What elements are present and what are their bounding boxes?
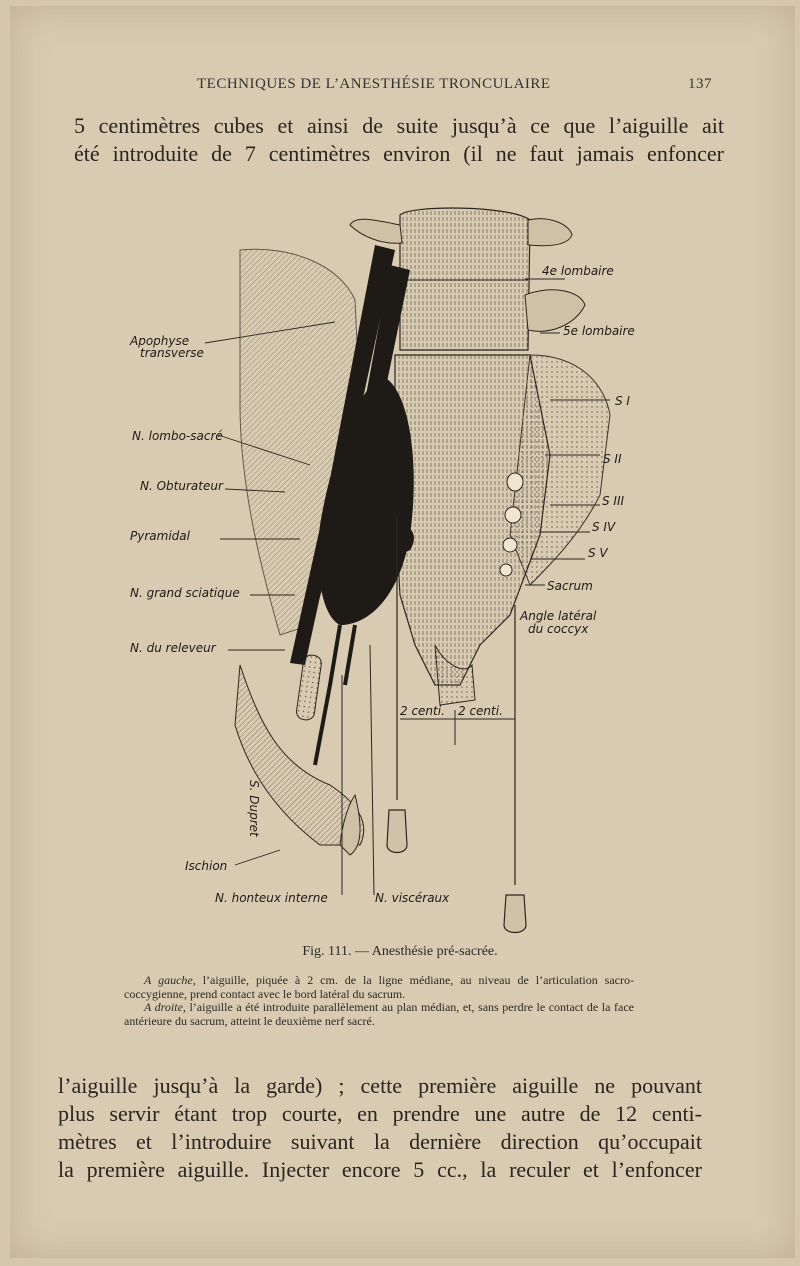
caption-left-text: l’aiguille, piquée à 2 cm. de la ligne médiane, au niveau de l’articulation sacro-coccygienne, prend contact avec le bord latéral du sacrum.	[124, 973, 634, 1001]
label-pyramidal: Pyramidal	[130, 529, 190, 543]
text-line: mètres et l’introduire suivant la dernière direction qu’occupait	[58, 1129, 702, 1154]
label-grand-sciatique: N. grand sciatique	[130, 586, 240, 600]
text-line: été introduite de 7 centimètres environ (il ne faut jamais enfoncer	[74, 141, 724, 166]
label-lombaire5: 5e lombaire	[563, 324, 635, 338]
label-s4: S IV	[592, 520, 616, 534]
label-s5: S V	[588, 546, 608, 560]
label-transverse: transverse	[140, 346, 204, 360]
text-line: plus servir étant trop courte, en prendre une autre de 12 centi-	[58, 1101, 702, 1126]
caption-right-term: A droite,	[144, 1000, 186, 1014]
bottom-paragraph	[58, 1072, 702, 1184]
label-centi-left: 2 centi.	[400, 704, 445, 718]
label-honteux: N. honteux interne	[215, 891, 328, 905]
label-du-coccyx: du coccyx	[528, 622, 589, 636]
text-line: la première aiguille. Injecter encore 5 cc., la reculer et l’enfoncer	[58, 1157, 702, 1182]
label-centi-right: 2 centi.	[458, 704, 503, 718]
caption-left-paragraph	[124, 974, 634, 1001]
caption-right-text: l’aiguille a été introduite parallèlement au plan médian, et, sans perdre le contact de la face antérieure du sacrum, atteint le deuxième nerf sacré.	[124, 1000, 634, 1028]
label-s2: S II	[603, 452, 622, 466]
label-sacrum: Sacrum	[547, 579, 593, 593]
text-line: l’aiguille jusqu’à la garde) ; cette première aiguille ne pouvant	[58, 1073, 702, 1098]
text-line: 5 centimètres cubes et ainsi de suite jusqu’à ce que l’aiguille ait	[74, 113, 724, 138]
caption-left-term: A gauche,	[144, 973, 196, 987]
label-ischion: Ischion	[185, 859, 228, 873]
figure-caption-title: Fig. 111. — Anesthésie pré-sacrée.	[302, 944, 498, 959]
top-paragraph	[74, 112, 724, 168]
figure-caption-body	[124, 974, 634, 1028]
page-number: 137	[688, 76, 712, 92]
label-visceraux: N. viscéraux	[375, 891, 450, 905]
label-s3: S III	[602, 494, 625, 508]
label-releveur: N. du releveur	[130, 641, 216, 655]
label-lombaire4: 4e lombaire	[542, 264, 614, 278]
needle-right	[504, 605, 526, 933]
artist-signature: S. Dupret	[247, 780, 261, 837]
sacrum-body	[395, 355, 550, 685]
label-angle-lateral: Angle latéral	[520, 609, 597, 623]
label-lombo-sacre: N. lombo-sacré	[132, 429, 223, 443]
anatomical-figure	[110, 205, 670, 940]
label-s1: S I	[615, 394, 630, 408]
label-obturateur: N. Obturateur	[140, 479, 223, 493]
label-apophyse: Apophyse	[130, 334, 190, 348]
running-head-title: TECHNIQUES DE L’ANESTHÉSIE TRONCULAIRE	[197, 76, 551, 92]
caption-right-paragraph	[124, 1001, 634, 1028]
